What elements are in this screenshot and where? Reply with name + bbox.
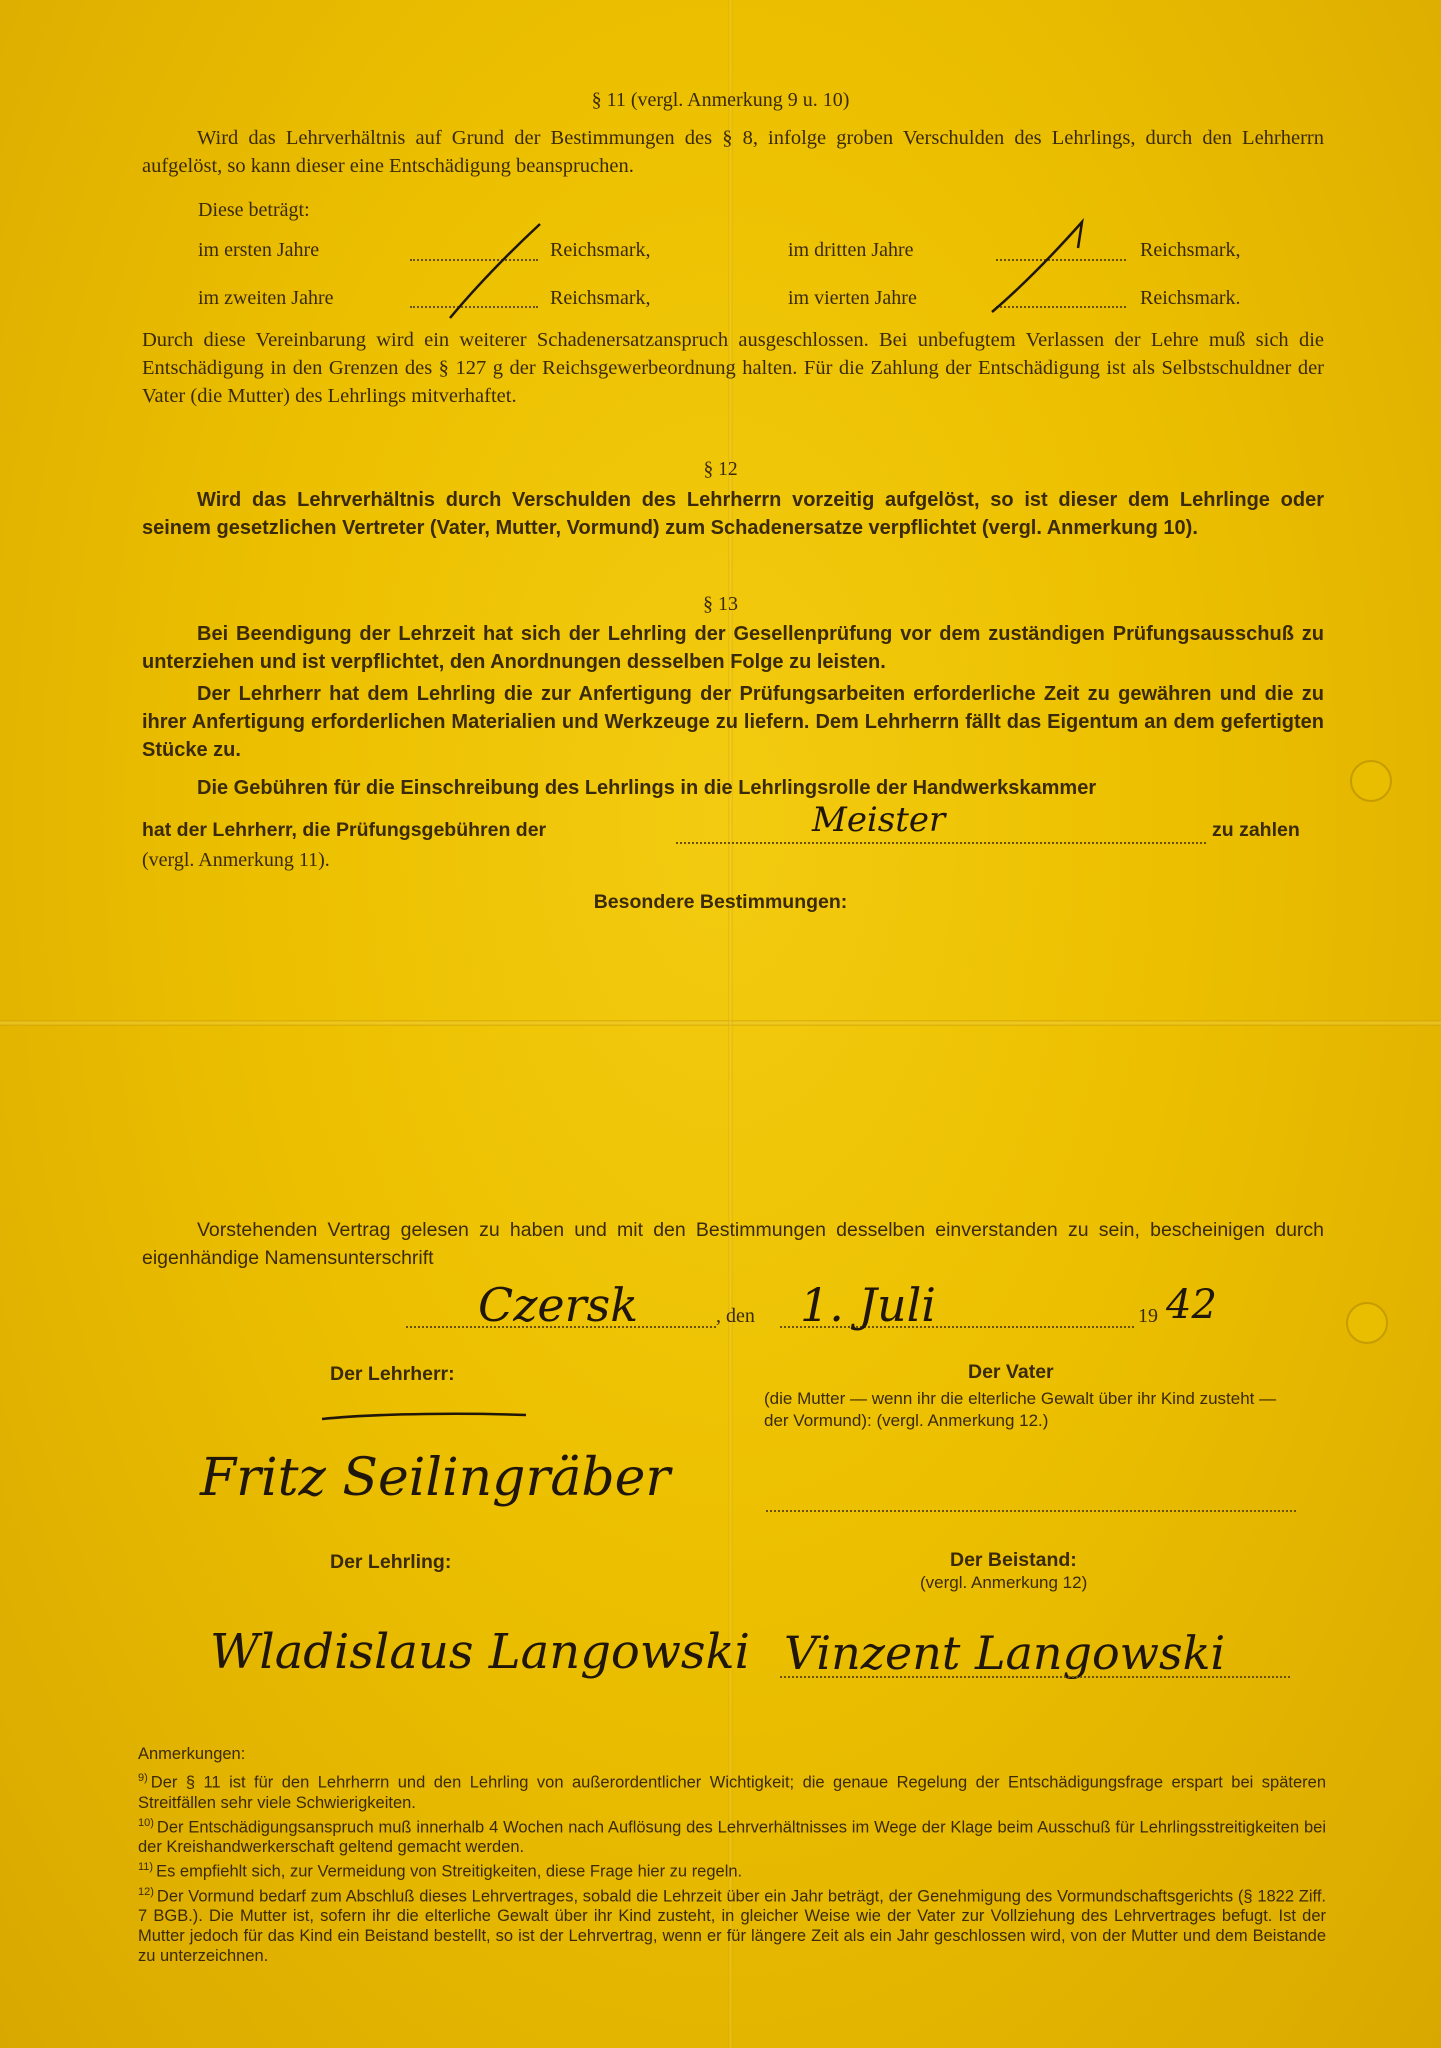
s11-intro: Wird das Lehrverhältnis auf Grund der Bestimmungen des § 8, infolge groben Verschulden des Lehrlings, durch den Lehrherrn aufgelöst, so kann dieser eine Entschädigung beanspruchen. — [142, 127, 1324, 177]
year1-unit: Reichsmark, — [550, 239, 651, 261]
s13-p2: Der Lehrherr hat dem Lehrling die zur Anfertigung der Prüfungsarbeiten erforderliche Zeit zu gewähren und die zu ihrer Anfertigung erforderlichen Materialien und Werkzeuge zu liefern. Dem Lehrherrn fällt das Eigentum an dem gefertigten Stücke zu. — [142, 683, 1324, 761]
lehrling-label: Der Lehrling: — [330, 1551, 452, 1573]
lehrling-signature: Wladislaus Langowski — [210, 1624, 750, 1680]
vater-signature-line — [766, 1510, 1296, 1512]
lehrherr-label: Der Lehrherr: — [330, 1363, 455, 1385]
lehrherr-signature: Fritz Seilingräber — [200, 1448, 671, 1508]
year2-label: im zweiten Jahre — [198, 287, 334, 309]
s13-p3: Die Gebühren für die Einschreibung des Lehrlings in die Lehrlingsrolle der Handwerkskammer — [197, 777, 1097, 799]
year3-label: im dritten Jahre — [788, 239, 914, 261]
s12-body: Wird das Lehrverhältnis durch Verschulden des Lehrherrn vorzeitig aufgelöst, so ist dieser dem Lehrlinge oder seinem gesetzlichen Vertreter (Vater, Mutter, Vormund) zum Schadenersatze verpflichtet (vergl. Anmerkung 10). — [142, 489, 1324, 539]
year4-label: im vierten Jahre — [788, 287, 917, 309]
besondere-heading: Besondere Bestimmungen: — [593, 891, 848, 913]
fee-dotted-line — [676, 842, 1206, 844]
strike-through-mark — [440, 222, 550, 327]
strike-through-mark — [990, 218, 1090, 323]
s12-heading: § 12 — [703, 459, 738, 480]
s13-p1: Bei Beendigung der Lehrzeit hat sich der Lehrling der Gesellenprüfung vor dem zuständigen Prüfungsausschuß zu unterziehen und ist verpflichtet, den Anordnungen desselben Folge zu leisten. — [142, 623, 1324, 673]
year-prefix: 19 — [1138, 1305, 1158, 1327]
vater-label: Der Vater — [968, 1361, 1054, 1383]
s11-body: Durch diese Vereinbarung wird ein weiterer Schadenersatzanspruch ausgeschlossen. Bei unbefugtem Verlassen der Lehre muß sich die Entschädigung in den Grenzen des § 127 g der Reichsgewerbeordnung halten. Für die Zahlung der Entschädigung ist als Selbstschuldner der Vater (die Mutter) des Lehrlings mitverhaftet. — [142, 329, 1324, 407]
signature-underline — [320, 1410, 530, 1428]
punch-hole — [1346, 1302, 1388, 1344]
footnotes-heading: Anmerkungen: — [138, 1745, 246, 1763]
year4-unit: Reichsmark. — [1140, 287, 1241, 309]
beistand-label: Der Beistand: — [950, 1549, 1077, 1571]
footnote-9: $^{9)}$ Der § 11 ist für den Lehrherrn und den Lehrling von außerordentlicher Wichtigkeit; die genaue Regelung der Entschädigungsfrage erspart bei späteren Streitfällen sehr viele Schwierigkeiten. — [138, 1772, 1326, 1812]
s13-heading: § 13 — [703, 593, 738, 615]
s11-heading: § 11 (vergl. Anmerkung 9 u. 10) — [591, 89, 850, 111]
date-separator: , den — [716, 1305, 755, 1327]
beistand-signature-line — [780, 1676, 1290, 1678]
footnote-12: $^{12)}$ Der Vormund bedarf zum Abschluß dieses Lehrvertrages, sobald die Lehrzeit über ein Jahr beträgt, der Genehmigung des Vormundschaftsgerichts (§ 1822 Ziff. 7 BGB.). Die Mutter ist, sofern ihr die elterliche Gewalt über ihr Kind zusteht, in gleicher Weise wie der Vater zur Vollziehung des Lehrvertrages befugt. Ist der Mutter jedoch für das Kind ein Beistand bestellt, so ist der Lehrvertrag, wenn er für längere Zeit als ein Jahr geschlossen wird, von der Mutter und dem Beistande zu unterzeichnen. — [138, 1885, 1326, 1965]
fold-crease-vertical — [728, 0, 733, 2048]
year2-unit: Reichsmark, — [550, 287, 651, 309]
footnote-11: $^{11)}$ Es empfiehlt sich, zur Vermeidung von Streitigkeiten, diese Frage hier zu regeln. — [138, 1861, 743, 1881]
fold-crease-horizontal — [0, 1020, 1441, 1026]
s13-p3b: hat der Lehrherr, die Prüfungsgebühren der — [142, 819, 547, 841]
s13-p3d: (vergl. Anmerkung 11). — [142, 849, 330, 871]
vater-note: (die Mutter — wenn ihr die elterliche Gewalt über ihr Kind zusteht — der Vormund): (vergl. Anmerkung 12.) — [764, 1389, 1277, 1430]
handwritten-place: Czersk — [478, 1278, 639, 1332]
confirmation-text: Vorstehenden Vertrag gelesen zu haben und mit den Bestimmungen desselben einverstanden zu sein, bescheinigen durch eigenhändige Namensunterschrift — [142, 1219, 1324, 1269]
handwritten-meister: Meister — [812, 800, 946, 840]
beistand-note: (vergl. Anmerkung 12) — [920, 1573, 1088, 1592]
year3-unit: Reichsmark, — [1140, 239, 1241, 261]
s11-diese: Diese beträgt: — [198, 199, 310, 221]
handwritten-year: 42 — [1166, 1282, 1217, 1328]
footnote-10: $^{10)}$ Der Entschädigungsanspruch muß innerhalb 4 Wochen nach Auflösung des Lehrverhältnisses im Wege der Klage beim Ausschuß für Lehrlingsstreitigkeiten bei der Kreishandwerkerschaft geltend gemacht werden. — [138, 1816, 1326, 1856]
footnotes — [138, 1744, 1326, 1966]
punch-hole — [1350, 760, 1392, 802]
handwritten-date: 1. Juli — [800, 1278, 937, 1332]
s13-p3c: zu zahlen — [1212, 819, 1300, 841]
year1-label: im ersten Jahre — [198, 239, 320, 261]
beistand-signature: Vinzent Langowski — [784, 1626, 1226, 1680]
